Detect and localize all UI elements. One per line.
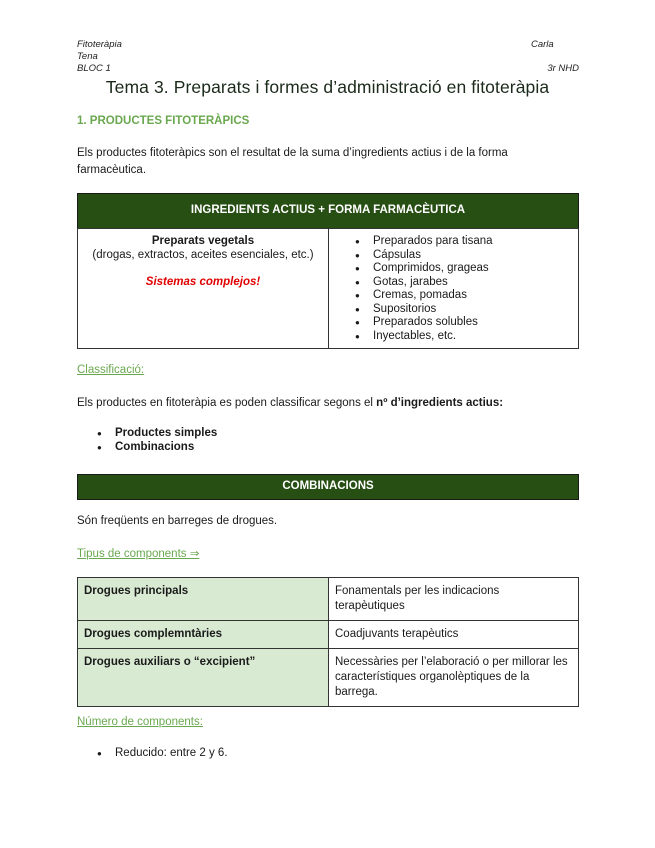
table-row [78, 649, 579, 707]
combinations-header: COMBINACIONS [77, 474, 579, 500]
component-types-label: Tipus de components ⇒ [77, 548, 200, 560]
list-item: ● Cápsulas [355, 249, 578, 263]
list-item: ● Comprimidos, grageas [355, 262, 578, 276]
component-desc: Necessàries per l’elaboració o per millorar les característiques organolèptiques de la barrega. [329, 649, 579, 707]
classification-list-wrap [97, 427, 397, 454]
list-item: ● Reducido: entre 2 y 6. [97, 747, 397, 761]
header-author: Carla [531, 39, 554, 50]
component-name: Drogues complemntàries [78, 621, 329, 649]
classification-list [97, 427, 397, 454]
list-item: ● Supositorios [355, 303, 578, 317]
pharmaceutical-forms-list [355, 235, 578, 343]
list-item: ● Preparados solubles [355, 316, 578, 330]
page-title: Tema 3. Preparats i formes d’administració en fitoteràpia [105, 77, 550, 97]
intro-paragraph: Els productes fitoteràpics son el resultat de la suma d’ingredients actius i de la forma farmacèutica. [77, 147, 508, 176]
header-left [77, 39, 122, 75]
list-item: ● Inyectables, etc. [355, 330, 578, 344]
component-name: Drogues auxiliars o “excipient” [78, 649, 329, 707]
component-count-list [97, 747, 397, 761]
component-count-label: Número de components: [77, 716, 203, 728]
classification-text-bold: nº d’ingredients actius: [376, 397, 504, 409]
header-course: 3r NHD [547, 63, 579, 74]
list-item: ● Preparados para tisana [355, 235, 578, 249]
list-item: ● Gotas, jarabes [355, 276, 578, 290]
table-row [78, 621, 579, 649]
ingredients-table-header: INGREDIENTS ACTIUS + FORMA FARMACÈUTICA [77, 193, 579, 229]
component-count-list-wrap [97, 747, 397, 761]
component-desc: Fonamentals per les indicacions terapèutiques [329, 578, 579, 621]
header-subject: Fitoteràpia [77, 39, 122, 50]
header-name: Tena [77, 51, 98, 62]
plant-preparations-subtitle: (drogas, extractos, aceites esenciales, etc.) [92, 248, 314, 261]
combinations-text: Són freqüents en barreges de drogues. [77, 515, 278, 527]
ingredients-right-cell [328, 228, 579, 349]
table-row [78, 578, 579, 621]
classification-text-prefix: Els productes en fitoteràpia es poden classificar segons el [77, 397, 377, 409]
complex-systems-note: Sistemas complejos! [145, 276, 261, 288]
header-block: BLOC 1 [77, 63, 111, 74]
list-item: ● Combinacions [97, 441, 397, 455]
components-table [77, 577, 579, 707]
list-item: ● Cremas, pomadas [355, 289, 578, 303]
ingredients-left-cell [77, 228, 329, 349]
classification-label: Classificació: [77, 364, 145, 376]
component-desc: Coadjuvants terapèutics [329, 621, 579, 649]
list-item: ● Productes simples [97, 427, 397, 441]
plant-preparations-title: Preparats vegetals [151, 235, 255, 247]
section-title: 1. PRODUCTES FITOTERÀPICS [77, 115, 250, 127]
header-right [531, 39, 579, 75]
component-name: Drogues principals [78, 578, 329, 621]
classification-text [77, 395, 577, 412]
